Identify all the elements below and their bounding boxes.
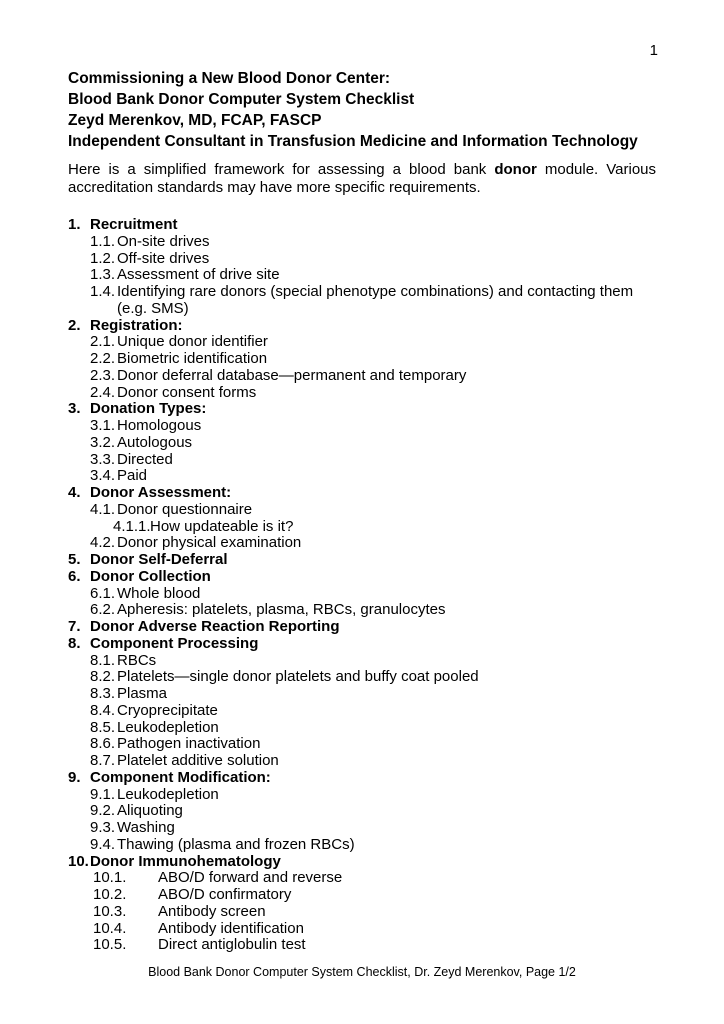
- item-number: 3.4.: [90, 467, 116, 485]
- item-label: Donor deferral database—permanent and temporary: [117, 366, 467, 384]
- item-number: 3.1.: [90, 417, 116, 434]
- item-number: 4.1.1.: [113, 517, 151, 535]
- checklist-item-8-4: [68, 703, 662, 720]
- item-number: 1.4.: [90, 283, 116, 300]
- checklist-item-8: [68, 636, 662, 653]
- checklist-item-10: [68, 854, 662, 871]
- checklist-item-4-1-1: [68, 519, 662, 536]
- item-label: Off-site drives: [117, 249, 210, 267]
- item-label: RBCs: [117, 651, 157, 669]
- item-number: 4.: [68, 484, 81, 501]
- page-footer: Blood Bank Donor Computer System Checklist, Dr. Zeyd Merenkov, Page 1/2: [148, 965, 576, 979]
- title-line-3: Zeyd Merenkov, MD, FCAP, FASCP: [68, 112, 322, 129]
- item-number: 10.: [68, 852, 89, 870]
- item-number: 10.1.: [93, 869, 127, 887]
- checklist-item-9: [68, 770, 662, 787]
- checklist-item-8-7: [68, 753, 662, 770]
- checklist-item-10-1: [68, 870, 662, 887]
- item-number: 8.5.: [90, 718, 116, 736]
- item-label: How updateable is it?: [150, 517, 294, 535]
- checklist-item-6-1: [68, 586, 662, 603]
- item-number: 10.3.: [93, 902, 127, 920]
- item-label: Thawing (plasma and frozen RBCs): [117, 835, 355, 853]
- item-label: Biometric identification: [117, 350, 268, 367]
- item-label: Unique donor identifier: [117, 333, 268, 351]
- checklist-item-2-2: [68, 351, 662, 368]
- title-line-1: Commissioning a New Blood Donor Center:: [68, 70, 391, 87]
- checklist-item-9-4: [68, 837, 662, 854]
- checklist-item-3-3: [68, 452, 662, 469]
- item-label: Identifying rare donors (special phenotype combinations) and contacting them (e.g. SMS): [117, 283, 634, 317]
- checklist-item-3-1: [68, 418, 662, 435]
- checklist-item-1: [68, 217, 662, 234]
- item-label: Homologous: [117, 417, 202, 434]
- item-label: Autologous: [117, 433, 193, 451]
- item-label: Donor Immunohematology: [90, 852, 281, 870]
- item-label: On-site drives: [117, 232, 210, 250]
- checklist-item-4: [68, 485, 662, 502]
- item-number: 1.: [68, 216, 81, 233]
- item-number: 8.2.: [90, 668, 116, 686]
- item-label: Whole blood: [117, 584, 201, 602]
- checklist-item-7: [68, 619, 662, 636]
- checklist: [68, 217, 662, 954]
- item-number: 6.: [68, 567, 81, 585]
- item-label: Donor questionnaire: [117, 500, 253, 518]
- item-label: Pathogen inactivation: [117, 735, 261, 753]
- checklist-item-2: [68, 318, 662, 335]
- item-number: 7.: [68, 618, 81, 635]
- checklist-item-8-3: [68, 686, 662, 703]
- checklist-item-1-3: [68, 267, 662, 284]
- checklist-item-3-2: [68, 435, 662, 452]
- item-number: 10.4.: [93, 919, 127, 937]
- item-number: 1.3.: [90, 266, 116, 284]
- item-number: 10.2.: [93, 886, 127, 903]
- item-number: 3.3.: [90, 450, 116, 468]
- item-number: 6.2.: [90, 601, 116, 619]
- checklist-item-8-1: [68, 653, 662, 670]
- checklist-item-2-3: [68, 368, 662, 385]
- checklist-item-4-2: [68, 535, 662, 552]
- title-line-2: Blood Bank Donor Computer System Checklist: [68, 91, 415, 108]
- item-label: Aliquoting: [117, 802, 183, 820]
- checklist-item-8-2: [68, 669, 662, 686]
- item-number: 9.: [68, 768, 81, 786]
- item-number: 2.2.: [90, 350, 116, 367]
- item-label: Antibody screen: [158, 902, 266, 920]
- item-label: Recruitment: [90, 216, 178, 233]
- item-number: 4.2.: [90, 534, 116, 552]
- item-label: Donor consent forms: [117, 383, 257, 401]
- item-label: Cryoprecipitate: [117, 701, 218, 719]
- item-number: 1.1.: [90, 232, 116, 250]
- title-line-4: Independent Consultant in Transfusion Medicine and Information Technology: [68, 133, 638, 150]
- checklist-item-3: [68, 401, 662, 418]
- checklist-item-9-2: [68, 803, 662, 820]
- item-label: Donor Adverse Reaction Reporting: [90, 618, 340, 635]
- item-label: Assessment of drive site: [117, 266, 280, 284]
- checklist-item-8-6: [68, 736, 662, 753]
- item-label: Washing: [117, 819, 175, 836]
- intro-bold-word: donor: [494, 161, 537, 178]
- item-number: 2.1.: [90, 333, 116, 351]
- item-label: ABO/D forward and reverse: [158, 869, 343, 887]
- page-number: 1: [649, 42, 658, 59]
- item-label: Leukodepletion: [117, 718, 219, 736]
- item-label: Direct antiglobulin test: [158, 936, 306, 954]
- checklist-item-1-1: [68, 234, 662, 251]
- item-number: 8.1.: [90, 651, 116, 669]
- item-number: 8.6.: [90, 735, 116, 753]
- item-label: Donation Types:: [90, 400, 207, 418]
- item-number: 2.3.: [90, 366, 116, 384]
- checklist-item-9-1: [68, 787, 662, 804]
- item-number: 6.1.: [90, 584, 116, 602]
- item-label: Directed: [117, 450, 173, 468]
- item-number: 1.2.: [90, 249, 116, 267]
- item-number: 4.1.: [90, 500, 116, 518]
- item-number: 8.4.: [90, 701, 116, 719]
- item-label: ABO/D confirmatory: [158, 886, 292, 903]
- item-label: Donor Self-Deferral: [90, 551, 228, 568]
- checklist-item-4-1: [68, 502, 662, 519]
- intro-text-before: Here is a simplified framework for assessing a blood bank: [68, 161, 495, 178]
- checklist-item-1-4: [68, 284, 662, 318]
- item-label: Antibody identification: [158, 919, 304, 937]
- item-label: Registration:: [90, 316, 183, 334]
- item-label: Leukodepletion: [117, 785, 219, 803]
- item-number: 2.4.: [90, 383, 116, 401]
- checklist-item-1-2: [68, 251, 662, 268]
- checklist-item-5: [68, 552, 662, 569]
- item-label: Component Processing: [90, 634, 259, 652]
- item-number: 9.2.: [90, 802, 116, 820]
- item-label: Donor Assessment:: [90, 484, 232, 501]
- item-label: Paid: [117, 467, 148, 485]
- checklist-item-2-4: [68, 385, 662, 402]
- intro-paragraph: [68, 161, 656, 197]
- item-number: 3.: [68, 400, 81, 418]
- item-label: Platelets—single donor platelets and buffy coat pooled: [117, 668, 479, 686]
- item-label: Donor physical examination: [117, 534, 302, 552]
- item-label: Donor Collection: [90, 567, 211, 585]
- checklist-item-6: [68, 569, 662, 586]
- item-number: 8.: [68, 634, 81, 652]
- intro-text-after: module. Various accreditation standards may have more specific requirements.: [68, 161, 657, 196]
- item-number: 5.: [68, 551, 81, 568]
- checklist-item-8-5: [68, 720, 662, 737]
- item-label: Apheresis: platelets, plasma, RBCs, granulocytes: [117, 601, 446, 619]
- checklist-item-9-3: [68, 820, 662, 837]
- item-label: Component Modification:: [90, 768, 271, 786]
- item-number: 8.3.: [90, 685, 116, 702]
- checklist-item-10-4: [68, 921, 662, 938]
- item-number: 2.: [68, 316, 81, 334]
- item-number: 9.1.: [90, 785, 116, 803]
- item-label: Plasma: [117, 685, 168, 702]
- item-label: Platelet additive solution: [117, 752, 279, 769]
- item-number: 9.3.: [90, 819, 116, 836]
- checklist-item-3-4: [68, 468, 662, 485]
- item-number: 8.7.: [90, 752, 116, 769]
- checklist-item-6-2: [68, 602, 662, 619]
- checklist-item-10-3: [68, 904, 662, 921]
- item-number: 9.4.: [90, 835, 116, 853]
- item-number: 3.2.: [90, 433, 116, 451]
- item-number: 10.5.: [93, 936, 127, 954]
- checklist-item-10-2: [68, 887, 662, 904]
- document-title-block: [68, 68, 668, 152]
- checklist-item-2-1: [68, 334, 662, 351]
- checklist-item-10-5: [68, 937, 662, 954]
